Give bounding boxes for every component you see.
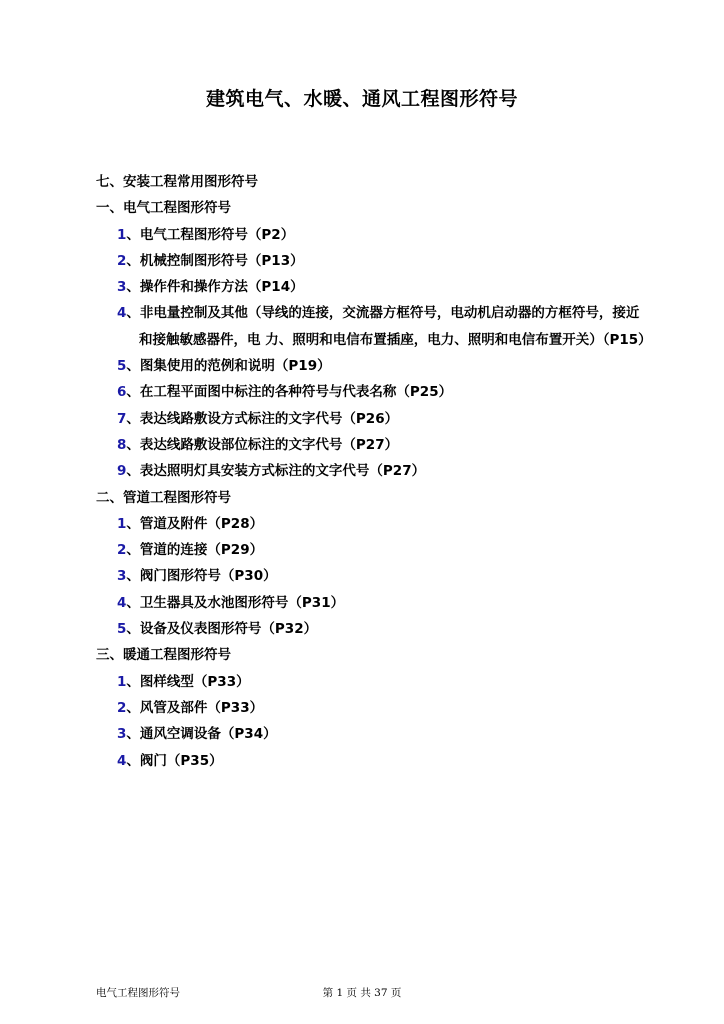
- toc-heading-electrical: 一、电气工程图形符号: [96, 200, 231, 217]
- toc-item-hvac-1: [96, 669, 646, 695]
- toc-heading-hvac: 三、暖通工程图形符号: [96, 647, 231, 664]
- toc-item-label: 、风管及部件（P33）: [126, 699, 264, 716]
- toc-item-label: 、操作件和操作方法（P14）: [126, 279, 304, 296]
- toc-item-pipe-2: [96, 537, 646, 563]
- toc-item-electrical-2: [96, 248, 646, 274]
- footer-document-name: 电气工程图形符号: [96, 987, 180, 999]
- toc-item-number: 3: [117, 568, 127, 585]
- toc-item-number: 9: [117, 463, 127, 480]
- toc-item-label: 、图样线型（P33）: [126, 673, 250, 690]
- footer-page-number: 第 1 页 共 37 页: [322, 987, 402, 999]
- toc-item-label: 、设备及仪表图形符号（P32）: [126, 621, 318, 638]
- toc-item-label: 、在工程平面图中标注的各种符号与代表名称（P25）: [126, 384, 453, 401]
- toc-item-electrical-4: [96, 300, 652, 353]
- toc-item-label: 、机械控制图形符号（P13）: [126, 252, 304, 269]
- toc-item-electrical-5: [96, 353, 646, 379]
- toc-item-number: 3: [117, 726, 127, 743]
- toc-item-number: 7: [117, 410, 127, 427]
- toc-item-label: 、管道及附件（P28）: [126, 515, 264, 532]
- toc-item-hvac-3: [96, 721, 646, 747]
- toc-item-number: 6: [117, 384, 127, 401]
- toc-item-number: 4: [117, 305, 127, 322]
- toc-item-hvac-4: [96, 748, 646, 774]
- toc-item-label: 、卫生器具及水池图形符号（P31）: [126, 594, 345, 611]
- toc-item-number: 5: [117, 621, 127, 638]
- toc-item-number: 4: [117, 594, 127, 611]
- toc-item-pipe-4: [96, 590, 646, 616]
- toc-item-number: 2: [117, 252, 127, 269]
- toc-item-hvac-2: [96, 695, 646, 721]
- toc-item-label: 、图集使用的范例和说明（P19）: [126, 358, 331, 375]
- toc-item-pipe-3: [96, 563, 646, 589]
- table-of-contents: [96, 169, 652, 774]
- toc-item-number: 8: [117, 436, 127, 453]
- toc-item-label: 、管道的连接（P29）: [126, 542, 264, 559]
- toc-item-number: 1: [117, 226, 127, 243]
- toc-item-electrical-1: [96, 222, 646, 248]
- toc-item-label: 、表达线路敷设部位标注的文字代号（P27）: [126, 436, 399, 453]
- toc-item-number: 2: [117, 699, 127, 716]
- toc-item-electrical-7: [96, 406, 646, 432]
- toc-item-electrical-6: [96, 379, 646, 405]
- toc-item-label: 、表达照明灯具安装方式标注的文字代号（P27）: [126, 463, 426, 480]
- toc-item-label: 、电气工程图形符号（P2）: [126, 226, 295, 243]
- toc-item-electrical-9: [96, 458, 646, 484]
- toc-item-label: 、阀门（P35）: [126, 752, 223, 769]
- toc-item-label: 、阀门图形符号（P30）: [126, 568, 277, 585]
- toc-item-number: 3: [117, 279, 127, 296]
- toc-heading-section-7: 七、安装工程常用图形符号: [96, 174, 258, 190]
- toc-item-electrical-3: [96, 274, 646, 300]
- toc-item-number: 5: [117, 358, 127, 375]
- page-title: 建筑电气、水暖、通风工程图形符号: [205, 88, 518, 110]
- toc-heading-pipe: 二、管道工程图形符号: [96, 489, 231, 506]
- toc-item-number: 1: [117, 673, 127, 690]
- toc-item-number: 1: [117, 515, 127, 532]
- toc-item-label: 、通风空调设备（P34）: [126, 726, 277, 743]
- toc-item-number: 4: [117, 752, 127, 769]
- toc-item-pipe-5: [96, 616, 646, 642]
- toc-item-number: 2: [117, 542, 127, 559]
- toc-item-label: 、非电量控制及其他（导线的连接，交流器方框符号，电动机启动器的方框符号，接近和接触敏感器件，电 力、照明和电信布置插座，电力、照明和电信布置开关）（P15）: [126, 305, 652, 348]
- toc-item-pipe-1: [96, 511, 646, 537]
- toc-item-label: 、表达线路敷设方式标注的文字代号（P26）: [126, 410, 399, 427]
- toc-item-electrical-8: [96, 432, 646, 458]
